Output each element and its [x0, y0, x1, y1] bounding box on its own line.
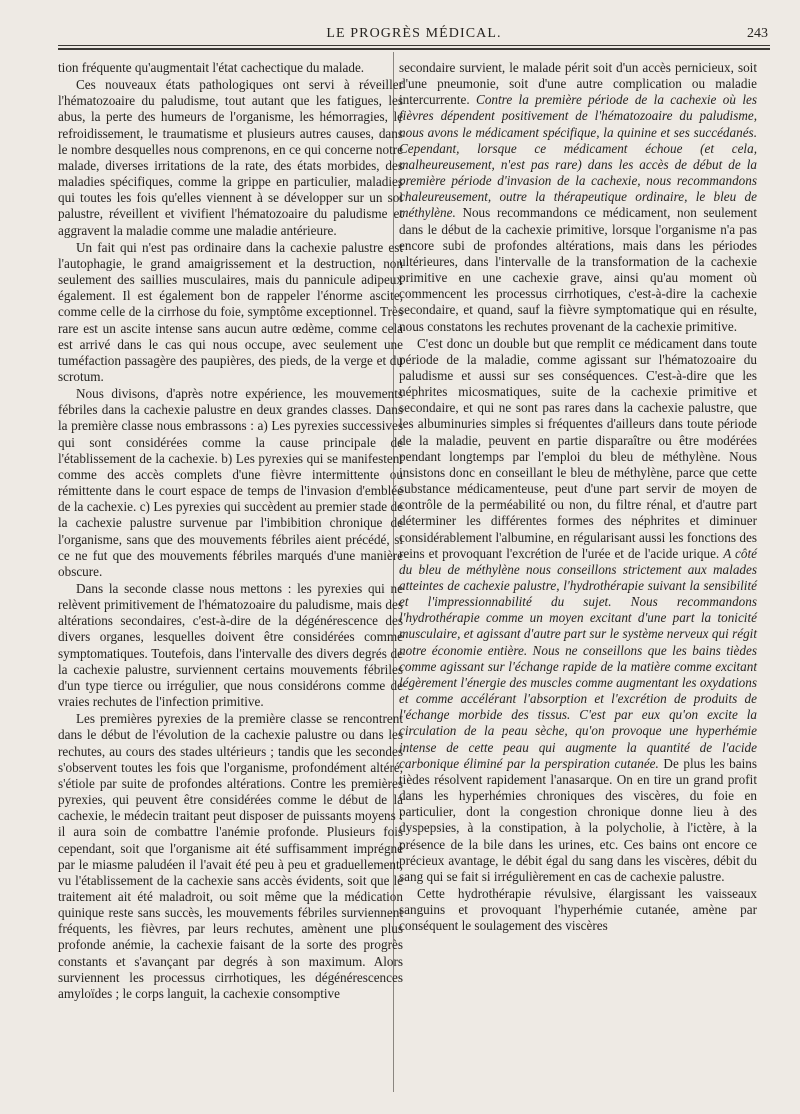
- left-paragraph-3: Un fait qui n'est pas ordinaire dans la cachexie palustre est l'autophagie, le grand amaigrissement et la destruction, non seulement des saillies musculaires, mais du pannicule adipeux également. Il est également bon de rappeler l'énorme ascite, comme celle de la cirrhose du foie, symptôme exceptionnel. Très rare est un ascite intense sans aucun autre œdème, comme cela est arrivé dans le cas qui nous occupe, avec seulement une tuméfaction passagère des paupières, des pieds, de la verge et du scrotum.: [58, 239, 403, 384]
- left-column: [58, 60, 403, 1002]
- right-p1-italic: Contre la première période de la cachexie où les fièvres dépendent positivement de l'hématozoaire du paludisme, nous avons le médicament spécifique, la quinine et ses succédanés. Cependant, lorsque ce médicament échoue (et cela, malheureusement, n'est pas rare) dans les accès de début de la première période d'invasion de la cachexie, nous recommandons chaleureusement, outre la thérapeutique ordinaire, le bleu de méthylène.: [399, 92, 757, 221]
- right-column: [399, 60, 757, 934]
- left-paragraph-5: Dans la seconde classe nous mettons : les pyrexies qui ne relèvent primitivement de l'hématozoaire du paludisme, mais des altérations secondaires, c'est-à-dire de la dégénérescence des divers organes, lesquelles doivent être considérées comme symptomatiques. Toutefois, dans l'intervalle des divers degrés de la cachexie palustre, surviennent certains mouvements fébriles d'un type tierce ou irrégulier, que nous considérons comme de vraies rechutes de l'infection primitive.: [58, 581, 403, 710]
- right-paragraph-1: [399, 60, 757, 335]
- right-paragraph-3: Cette hydrothérapie révulsive, élargissant les vaisseaux sanguins et provoquant l'hyperhémie cutanée, amène par conséquent le soulagement des viscères: [399, 885, 757, 934]
- page-number: 243: [747, 26, 768, 41]
- header-rule-bottom: [58, 48, 770, 50]
- left-paragraph-4: Nous divisons, d'après notre expérience, les mouvements fébriles dans la cachexie palustre en deux grandes classes. Dans la première classe nous embrassons : a) Les pyrexies successives qui sont considérées comme la cause principale de l'établissement de la cachexie. b) Les pyrexies qui se manifestent comme des accès complets d'une fièvre intermittente ou rémittente dans le court espace de temps de l'invasion d'emblée de la cachexie. c) Les pyrexies qui succèdent au premier stade de la cachexie palustre survenue par l'imbibition chronique de l'organisme, sans que des mouvements fébriles aient précédé, si ce ne fut que des mouvements fébriles marqués d'une manière obscure.: [58, 386, 403, 579]
- right-p2-text-start: C'est donc un double but que remplit ce médicament dans toute période de la maladie, comme agissant sur l'hématozoaire du paludisme et aussi sur ses conséquences. C'est-à-dire que les néphrites micosmatiques, suite de la cachexie primitive et secondaire, et qui ne sont pas rares dans la cachexie palustre, que les albuminuries simples si fréquentes d'ailleurs dans toute période de la maladie, peuvent en partie disparaître ou être modérées pendant longtemps par l'emploi du bleu de méthylène. Nous insistons donc en conseillant le bleu de méthylène, parce que cette substance médicamenteuse, peut d'une part servir de moyen de contrôle de la perméabilité ou non, du filtre rénal, et d'autre part déterminer les différentes formes des néphrites et diminuer considérablement l'albumine, en régularisant aussi les fonctions des reins et provoquant l'excrétion de l'urée et de l'acide urique.: [399, 335, 757, 561]
- right-p1-text-start: secondaire survient, le malade périt soit d'un accès pernicieux, soit d'une pneumonie, soit d'une autre complication ou maladie intercurrente.: [399, 60, 757, 108]
- header-rule-top: [58, 45, 770, 46]
- left-paragraph-6: Les premières pyrexies de la première classe se rencontrent dans le début de l'évolution de la cachexie palustre ou dans les rechutes, au cours des stades ultérieurs ; tandis que les secondes s'observent toutes les fois que l'organisme, profondément altéré, s'étiole par suite de profondes altérations. Contre les premières pyrexies, qui peuvent être considérées comme le début de la cachexie, le médecin traitant peut disposer de puissants moyens : il aura soin de combattre l'anémie profonde. Plusieurs fois cependant, soit que l'organisme ait été suffisamment imprégné par le miasme paludéen il l'avait été peu à peu et graduellement, vu l'établissement de la cachexie sans accès évidents, soit que le traitement ait été maladroit, ou soit même que la médication quinique reste sans succès, les mouvements fébriles surviennent fréquents, les fièvres, par leurs rechutes, amènent une plus profonde anémie, la cachexie faisant de la sorte des progrès constants et s'avançant par degrés à son maximum. Alors surviennent les processus cirrhotiques, les dégénérescences amyloïdes ; le corps languit, la cachexie consomptive: [58, 711, 403, 1001]
- left-paragraph-1: tion fréquente qu'augmentait l'état cachectique du malade.: [58, 60, 365, 75]
- journal-title: LE PROGRÈS MÉDICAL.: [326, 26, 502, 41]
- running-header: [58, 22, 770, 46]
- right-p2-italic: A côté du bleu de méthylène nous conseillons strictement aux malades atteintes de cachexie palustre, l'hydrothérapie suivant la sensibilité et l'impressionnabilité du sujet. Nous recommandons l'hydrothérapie comme un moyen excitant d'une part la tonicité musculaire, et agissant d'autre part sur le système nerveux qui régit notre économie entière. Nous ne conseillons que les bains tièdes comme agissant sur l'échange rapide de la matière comme excitant légèrement l'énergie des muscles comme augmentant les oxydations et comme accélérant l'absorption et l'excrétion de produits de l'échange morbide des tissus. C'est par eux qu'on excite la circulation de la peau sèche, qu'on provoque une hyperhémie intense de cette peau qui augmente la quantité de l'acide carbonique éliminé par la perspiration cutanée.: [399, 545, 757, 771]
- left-paragraph-2: Ces nouveaux états pathologiques ont servi à réveiller l'hématozoaire du paludisme, tout autant que les fatigues, les abus, la perte des humeurs de l'organisme, les hémorragies, le refroidissement, le traumatisme et plusieurs autres causes, dans le nombre desquelles nous comprenons, en ce qui concerne notre malade, diverses irritations de la rate, des états morbides, des maladies spécifiques, comme la grippe en particulier, maladies qui toutes les fois qu'elles viennent à se développer sur un sol palustre, réveillent et vivifient l'hématozoaire du paludisme et aggravent la maladie comme une maladie antérieure.: [58, 77, 403, 238]
- right-p1-text-end: Nous recommandons ce médicament, non seulement dans le début de la cachexie primitive, lorsque l'organisme n'a pas encore subi de profondes altérations, mais dans les périodes ultérieures, dans l'intervalle de la transformation de la cachexie primitive en une cachexie grave, ainsi qu'au moment où commencent les processus cirrhotiques, c'est-à-dire la cachexie secondaire, et quand, sauf la fièvre symptomatique qui en résulte, nous constatons les rechutes provenant de la cachexie primitive.: [399, 205, 757, 334]
- right-paragraph-2: [399, 336, 757, 885]
- right-p2-text-end: De plus les bains tièdes résolvent rapidement l'anasarque. On en tire un grand profit dans les hyperhémies chroniques des viscères, du foie en particulier, dont la congestion chronique donne lieu à des dyspepsies, à la constipation, à la polycholie, à l'ictère, à la présence de la bile dans les urines, etc. Ces bains ont encore ce précieux avantage, le débit égal du sang dans les viscères, débit du sang qui se fait si irrégulièrement en cas de cachexie palustre.: [399, 755, 757, 884]
